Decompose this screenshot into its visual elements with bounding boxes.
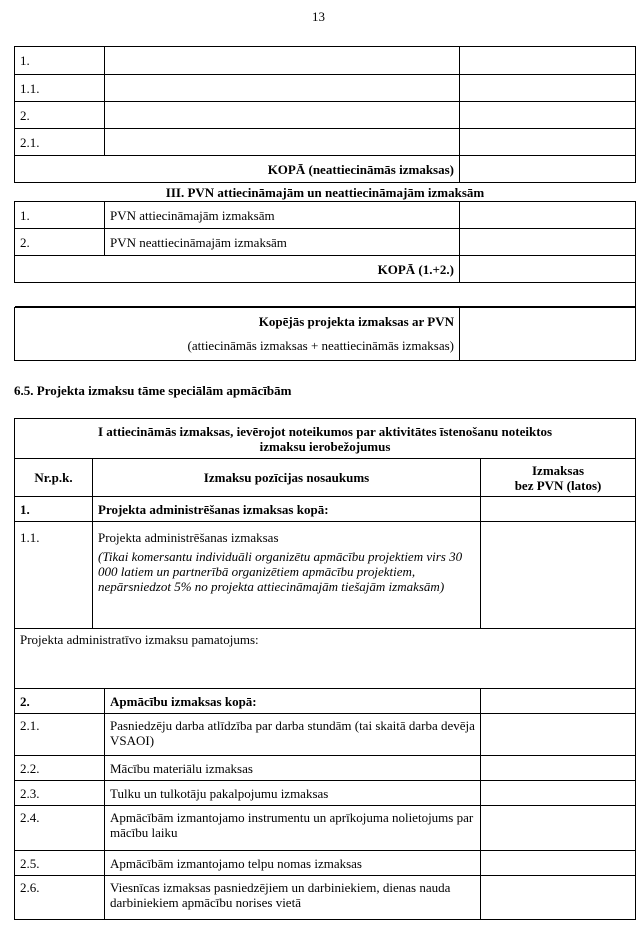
row-cost bbox=[481, 876, 636, 920]
row-note: (Tikai komersantu individuāli organizētu apmācību projektiem virs 30 000 latiem un partnerībā organizētiem apmācību projektiem, nepārsniedzot 5% no projekta attiecināmajām tiešajām izmaksām) bbox=[98, 549, 463, 594]
total-row bbox=[15, 256, 636, 283]
row-cost bbox=[481, 851, 636, 876]
row-name: Mācību materiālu izmaksas bbox=[105, 756, 481, 781]
vat-total-label: KOPĀ (1.+2.) bbox=[15, 256, 460, 283]
justification-label: Projekta administratīvo izmaksu pamatojums: bbox=[15, 629, 636, 689]
row-number: 2. bbox=[15, 689, 105, 714]
row-number: 2.4. bbox=[15, 806, 105, 851]
row-name: Apmācībām izmantojamo telpu nomas izmaksas bbox=[105, 851, 481, 876]
table-title-line: izmaksu ierobežojumus bbox=[259, 438, 391, 454]
table-row bbox=[15, 47, 636, 75]
row-name bbox=[105, 75, 460, 102]
row-cost bbox=[481, 497, 636, 522]
row-name bbox=[93, 522, 481, 629]
total-project-label bbox=[15, 308, 460, 361]
row-number: 2.5. bbox=[15, 851, 105, 876]
row-cost bbox=[481, 806, 636, 851]
section-heading-row bbox=[15, 183, 636, 202]
total-project-title: Kopējās projekta izmaksas ar PVN bbox=[258, 314, 454, 329]
row-number: 2.2. bbox=[15, 756, 105, 781]
total-cost bbox=[460, 156, 636, 183]
training-cost-table bbox=[14, 418, 636, 920]
table-row bbox=[15, 876, 636, 920]
row-cost bbox=[481, 689, 636, 714]
row-number: 1. bbox=[15, 202, 105, 229]
justification-row bbox=[15, 629, 636, 689]
row-cost bbox=[460, 229, 636, 256]
row-name: Apmācībām izmantojamo instrumentu un aprīkojuma nolietojums par mācību laiku bbox=[105, 806, 481, 851]
table-row bbox=[15, 851, 636, 876]
row-number: 2.3. bbox=[15, 781, 105, 806]
row-name: Viesnīcas izmaksas pasniedzējiem un darbiniekiem, dienas nauda darbiniekiem apmācību norises vietā bbox=[105, 876, 481, 920]
row-number: 1.1. bbox=[15, 75, 105, 102]
col-header-cost bbox=[481, 459, 636, 497]
section-heading: 6.5. Projekta izmaksu tāme speciālām apmācībām bbox=[14, 383, 292, 398]
row-cost bbox=[460, 129, 636, 156]
spacer-cell bbox=[15, 283, 636, 307]
col-header-number: Nr.p.k. bbox=[15, 459, 93, 497]
table-row bbox=[15, 75, 636, 102]
row-cost bbox=[481, 522, 636, 629]
total-project-costs-table bbox=[14, 307, 636, 361]
row-name bbox=[105, 102, 460, 129]
table-row bbox=[15, 129, 636, 156]
table-row bbox=[15, 781, 636, 806]
non-eligible-costs-table bbox=[14, 46, 636, 307]
row-name: Pasniedzēju darba atlīdzība par darba stundām (tai skaitā darba devēja VSAOI) bbox=[105, 714, 481, 756]
header-row bbox=[15, 459, 636, 497]
row-cost bbox=[460, 202, 636, 229]
row-name: Tulku un tulkotāju pakalpojumu izmaksas bbox=[105, 781, 481, 806]
row-number: 1. bbox=[15, 47, 105, 75]
page-number: 13 bbox=[312, 9, 325, 24]
table-row bbox=[15, 806, 636, 851]
table-row bbox=[15, 497, 636, 522]
table-title-row bbox=[15, 419, 636, 459]
total-project-cost bbox=[460, 308, 636, 361]
row-number: 1. bbox=[15, 497, 93, 522]
row-number: 2.1. bbox=[15, 714, 105, 756]
row-name bbox=[105, 47, 460, 75]
table-row bbox=[15, 308, 636, 361]
row-number: 2.6. bbox=[15, 876, 105, 920]
row-number: 2.1. bbox=[15, 129, 105, 156]
pvn-section-heading: III. PVN attiecināmajām un neattiecināmajām izmaksām bbox=[15, 183, 636, 202]
total-row bbox=[15, 156, 636, 183]
table-row bbox=[15, 229, 636, 256]
row-name-text: Projekta administrēšanas izmaksas bbox=[98, 530, 279, 545]
row-name: Projekta administrēšanas izmaksas kopā: bbox=[93, 497, 481, 522]
table-row bbox=[15, 202, 636, 229]
row-cost bbox=[460, 75, 636, 102]
row-name: PVN attiecināmajām izmaksām bbox=[105, 202, 460, 229]
row-name: Apmācību izmaksas kopā: bbox=[105, 689, 481, 714]
vat-total-cost bbox=[460, 256, 636, 283]
total-project-subtitle: (attiecināmās izmaksas + neattiecināmās izmaksas) bbox=[187, 338, 454, 353]
table-row bbox=[15, 522, 636, 629]
table-row bbox=[15, 756, 636, 781]
row-name bbox=[105, 129, 460, 156]
row-cost bbox=[481, 714, 636, 756]
row-number: 2. bbox=[15, 102, 105, 129]
row-cost bbox=[460, 47, 636, 75]
table-row bbox=[15, 689, 636, 714]
total-label: KOPĀ (neattiecināmās izmaksas) bbox=[15, 156, 460, 183]
row-number: 2. bbox=[15, 229, 105, 256]
table-row bbox=[15, 714, 636, 756]
row-cost bbox=[481, 781, 636, 806]
table-title bbox=[15, 419, 636, 459]
row-number: 1.1. bbox=[15, 522, 93, 629]
col-header-name: Izmaksu pozīcijas nosaukums bbox=[93, 459, 481, 497]
row-name: PVN neattiecināmajām izmaksām bbox=[105, 229, 460, 256]
table-row bbox=[15, 102, 636, 129]
table-title-line: I attiecināmās izmaksas, ievērojot noteikumos par aktivitātes īstenošanu noteiktos bbox=[97, 423, 553, 439]
spacer-row bbox=[15, 283, 636, 307]
col-header-cost-line: Izmaksas bbox=[532, 462, 585, 478]
row-cost bbox=[460, 102, 636, 129]
row-cost bbox=[481, 756, 636, 781]
col-header-cost-line: bez PVN (latos) bbox=[514, 477, 602, 493]
